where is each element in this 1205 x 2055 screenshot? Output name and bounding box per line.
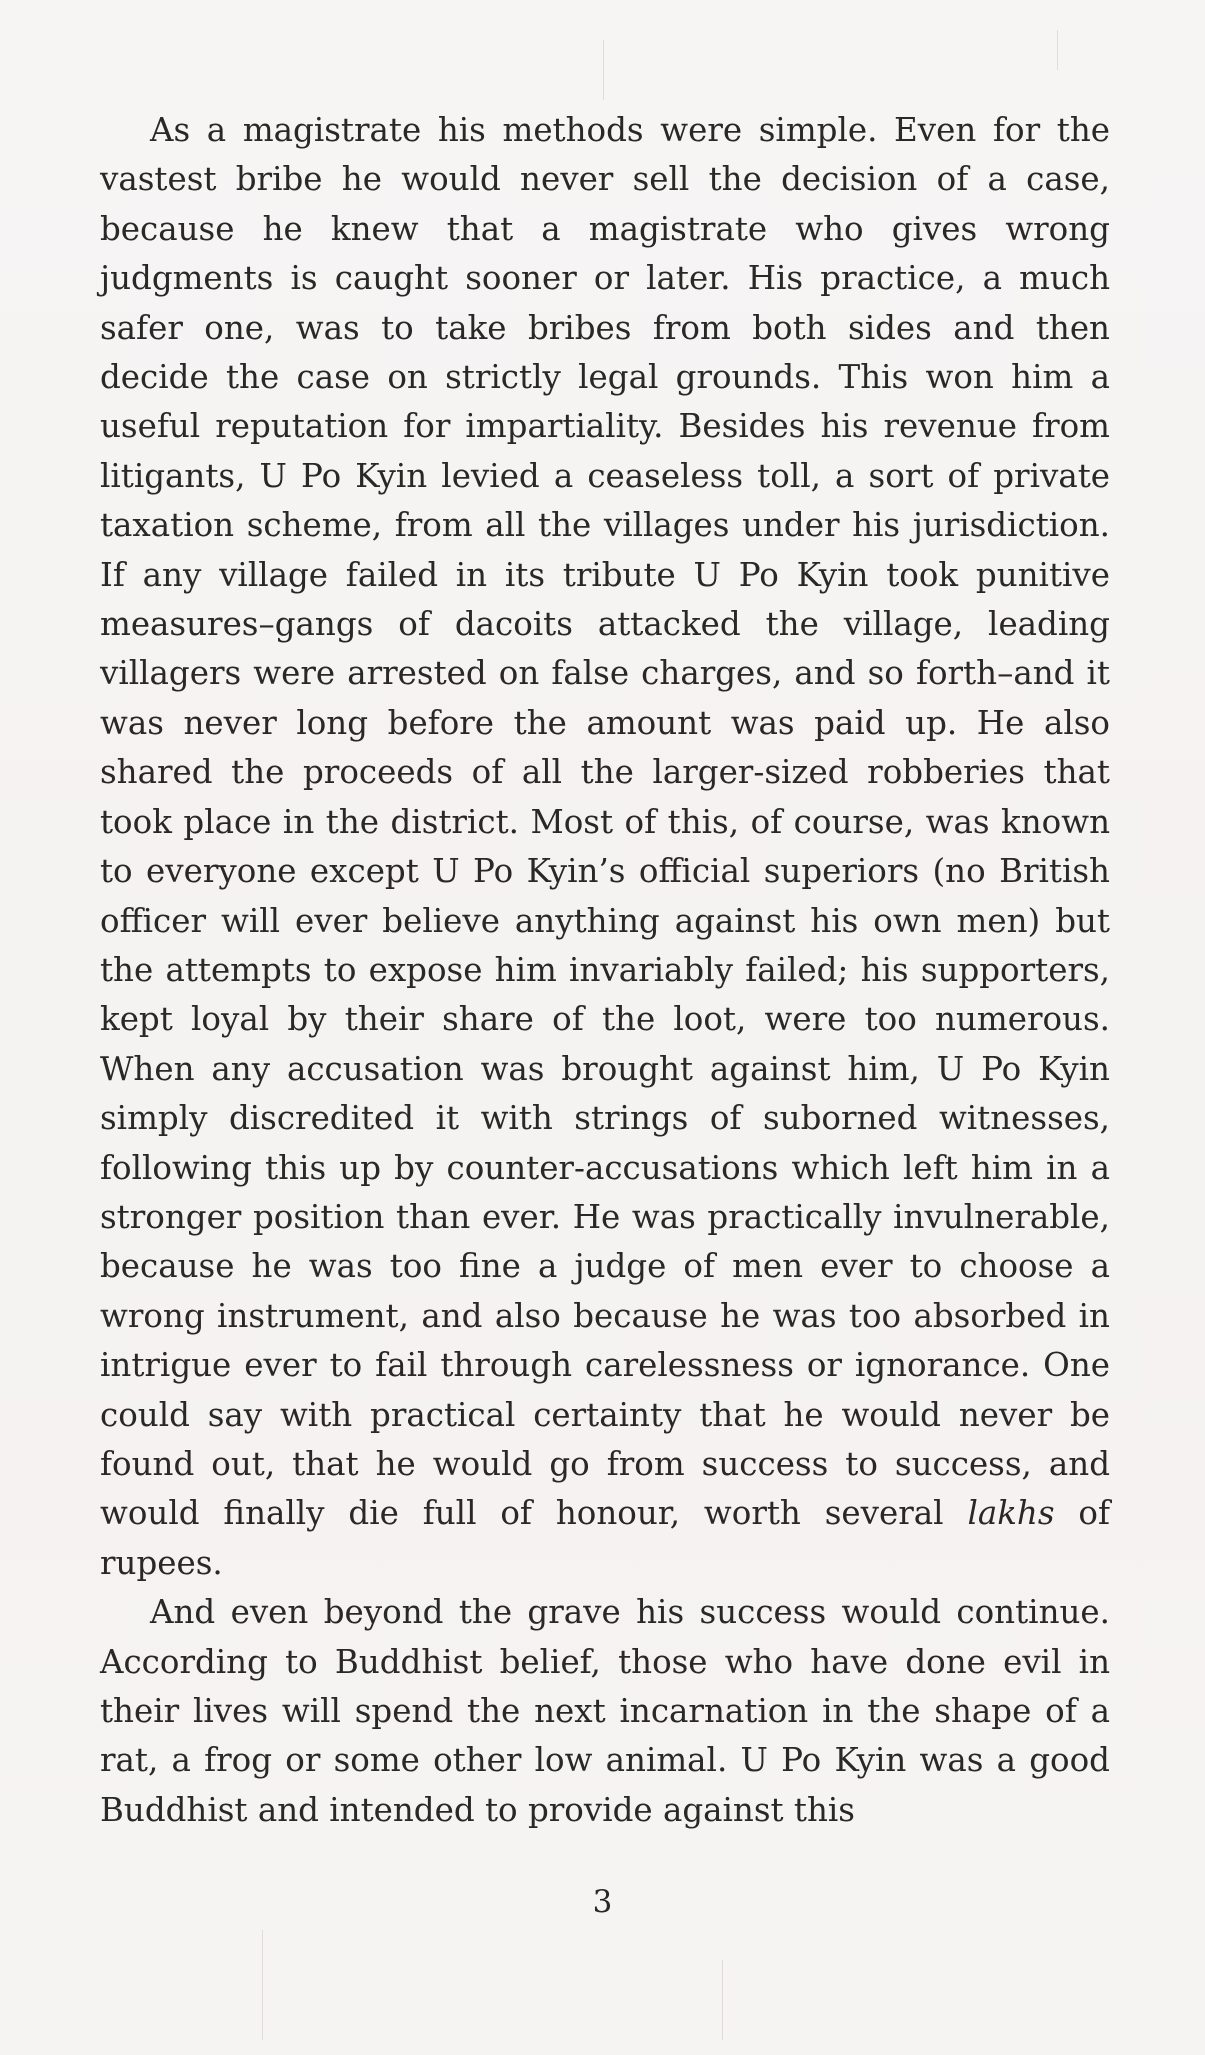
paragraph-1-text: As a magistrate his methods were simple. Even for the vastest bribe he would never sell the decision of a case, because he knew that a magistrate who gives wrong judgments is caught sooner or later. His practice, a much safer one, was to take bribes from both sides and then decide the case on strictly legal grounds. This won him a useful reputation for impartiality. Besides his revenue from litigants, U Po Kyin levied a ceaseless toll, a sort of private taxation scheme, from all the villages under his jurisdiction. If any village failed in its tribute U Po Kyin took punitive measures–gangs of dacoits attacked the village, leading villagers were arrested on false charges, and so forth–and it was never long before the amount was paid up. He also shared the proceeds of all the larger-sized robberies that took place in the district. Most of this, of course, was known to everyone except U Po Kyin’s official superiors (no British officer will ever believe anything against his own men) but the attempts to expose him invariably failed; his supporters, kept loyal by their share of the loot, were too numerous. When any accusation was brought against him, U Po Kyin simply discredited it with strings of suborned witnesses, following this up by counter-accusations which left him in a stronger position than ever. He was practically invulnerable, because he was too fine a judge of men ever to choose a wrong instrument, and also because he was too absorbed in intrigue ever to fail through carelessness or ignorance. One could say with practical certainty that he would never be found out, that he would go from success to success, and would finally die full of honour, worth several bbox=[100, 111, 1110, 1533]
body-text bbox=[100, 106, 1110, 1835]
paragraph-1-ending: of rupees. bbox=[100, 1494, 1110, 1582]
page-number: 3 bbox=[592, 1884, 613, 1920]
italic-term-lakhs: lakhs bbox=[967, 1494, 1055, 1533]
paper-crease-mark bbox=[722, 1960, 723, 2040]
paragraph-2: And even beyond the grave his success would continue. According to Buddhist belief, those who have done evil in their lives will spend the next incarnation in the shape of a rat, a frog or some other low animal. U Po Kyin was a good Buddhist and intended to provide against this bbox=[100, 1593, 1110, 1829]
paper-crease-mark bbox=[1057, 30, 1058, 70]
paper-crease-mark bbox=[603, 40, 604, 100]
paragraph-1 bbox=[100, 106, 1110, 1588]
paper-crease-mark bbox=[262, 1930, 263, 2040]
